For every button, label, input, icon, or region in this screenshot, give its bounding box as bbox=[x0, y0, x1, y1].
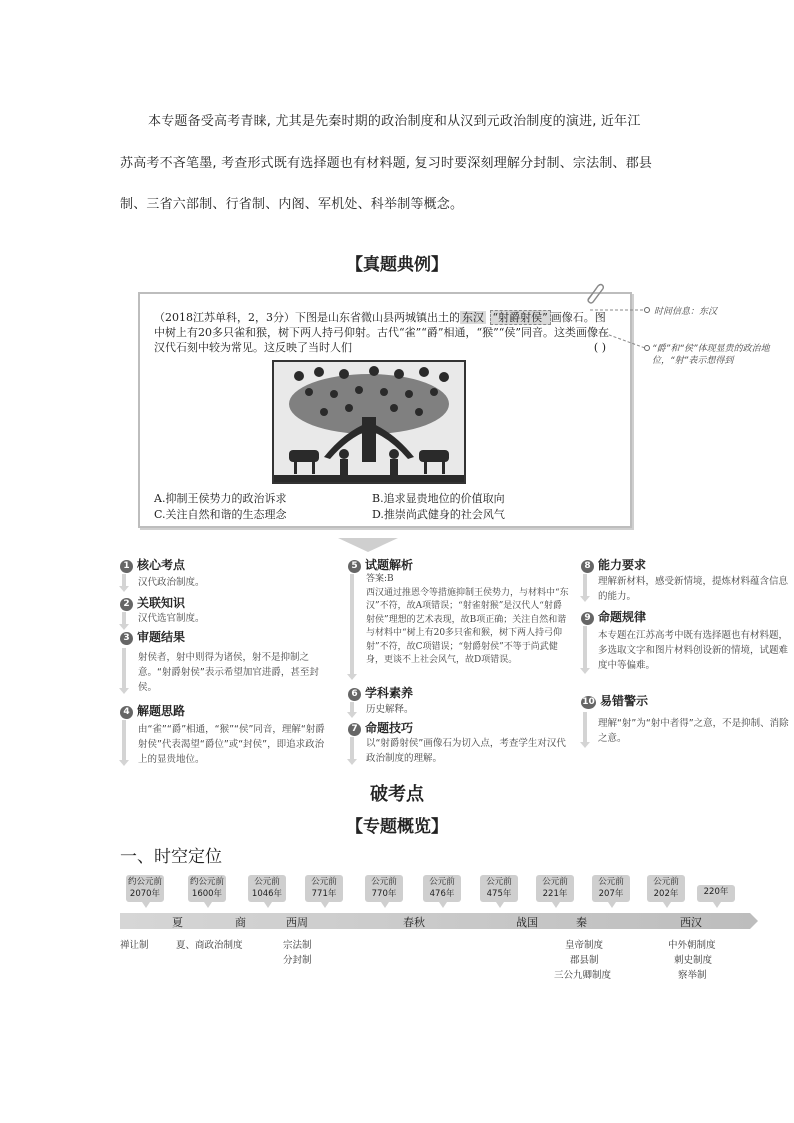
question-part3: 画像石。图中树上有20多只雀和猴，树下两人持弓仰射。古代“雀”“爵”相通，“猴”“侯”同音。这类画像在汉代石刻中较为常见。这反映了当时人们 bbox=[154, 311, 609, 354]
item-5-title: 5 试题解析 bbox=[348, 556, 413, 573]
overview-title: 【专题概览】 bbox=[346, 817, 448, 837]
item-7-bar bbox=[350, 737, 354, 759]
institution-label: 中外朝制度 bbox=[668, 940, 716, 951]
item-6-body: 历史解释。 bbox=[366, 704, 414, 715]
zhenti-title: 【真题典例】 bbox=[346, 255, 448, 275]
institution-label: 郡县制 bbox=[570, 955, 599, 966]
item-9-body: 本专题在江苏高考中既有选择题也有材料题，多选取文字和图片材料创设新的情境，试题难度中等偏难。 bbox=[598, 630, 789, 671]
institution-label: 刺史制度 bbox=[674, 955, 713, 966]
item-8-title: 8 能力要求 bbox=[581, 556, 646, 573]
option-c: C.关注自然和谐的生态理念 bbox=[154, 508, 287, 521]
item-4-bar bbox=[122, 720, 126, 760]
timeline-date: 220年 bbox=[697, 885, 735, 902]
timeline-date: 公元前 1046年 bbox=[248, 875, 286, 902]
option-b: B.追求显贵地位的价值取向 bbox=[372, 492, 505, 505]
section-1-heading: 一、时空定位 bbox=[120, 847, 222, 867]
period-label: 夏 bbox=[172, 916, 183, 929]
institution-label: 三公九卿制度 bbox=[554, 970, 612, 981]
question-card bbox=[138, 292, 632, 528]
timeline-date: 公元前 221年 bbox=[536, 875, 574, 902]
item-3-title: 3 审题结果 bbox=[120, 628, 185, 645]
question-text bbox=[154, 310, 614, 355]
annotation-time: 时间信息：东汉 bbox=[654, 307, 718, 317]
option-a: A.抑制王侯势力的政治诉求 bbox=[154, 492, 287, 505]
period-label: 商 bbox=[235, 916, 246, 929]
item-7-body: 以“射爵射侯”画像石为切入点，考查学生对汉代政治制度的理解。 bbox=[366, 738, 566, 764]
item-10-bar bbox=[583, 712, 587, 742]
intro-line-3: 制、三省六部制、行省制、内阁、军机处、科举制等概念。 bbox=[120, 197, 464, 212]
item-10-body: 理解“射”为“射中者得”之意，不是抑制、消除之意。 bbox=[598, 718, 789, 744]
timeline-date: 约公元前 1600年 bbox=[188, 875, 226, 902]
item-1-bar bbox=[122, 574, 126, 586]
stone-relief-image bbox=[272, 360, 466, 484]
period-label: 春秋 bbox=[403, 916, 425, 929]
item-2-body: 汉代选官制度。 bbox=[138, 613, 205, 624]
answer-bracket: ( ) bbox=[593, 341, 606, 354]
item-3-bar bbox=[122, 648, 126, 688]
annotation-meaning: “爵”和“侯”体现显贵的政治地位，“射”表示想得到 bbox=[652, 344, 770, 366]
institution-label: 察举制 bbox=[678, 970, 707, 981]
timeline-date: 公元前 202年 bbox=[647, 875, 685, 902]
timeline-band bbox=[120, 913, 750, 929]
timeline-date: 公元前 770年 bbox=[365, 875, 403, 902]
period-label: 西周 bbox=[286, 916, 308, 929]
annotation-connectors bbox=[560, 300, 660, 360]
item-5-bar bbox=[350, 574, 354, 674]
item-8-body: 理解新材料，感受新情境，提炼材料蕴含信息的能力。 bbox=[598, 576, 789, 602]
item-8-bar bbox=[583, 574, 587, 596]
question-highlight-dynasty: 东汉 bbox=[462, 311, 484, 324]
question-part1: （2018江苏单科，2，3分）下图是山东省微山县两城镇出土的 bbox=[154, 311, 460, 324]
item-9-title: 9 命题规律 bbox=[581, 608, 646, 625]
institution-label: 皇帝制度 bbox=[565, 940, 604, 951]
institution-label: 宗法制 bbox=[283, 940, 312, 951]
down-arrow-icon bbox=[338, 538, 398, 552]
item-2-bar bbox=[122, 612, 126, 624]
item-5-body: 答案:B 西汉通过推恩令等措施抑制王侯势力，与材料中“东汉”不符，故A项错误；“射雀射猴”是汉代人“射爵射侯”理想的艺术表现，故B项正确；关注自然和谐与材料中“树上有20多只雀和猴，树下两人持弓仰射”不符，故C项错误；“射爵射侯”不等于尚武健身，更谈不上社会风气，故D项错误。 bbox=[366, 574, 569, 665]
timeline-date: 公元前 476年 bbox=[423, 875, 461, 902]
item-6-bar bbox=[350, 702, 354, 712]
timeline-date: 公元前 475年 bbox=[480, 875, 518, 902]
period-label: 西汉 bbox=[680, 916, 702, 929]
timeline-date: 公元前 771年 bbox=[305, 875, 343, 902]
item-10-title: 10 易错警示 bbox=[582, 694, 649, 708]
item-1-body: 汉代政治制度。 bbox=[138, 577, 205, 588]
item-6-title: 6 学科素养 bbox=[348, 684, 413, 701]
timeline-arrow-icon bbox=[750, 913, 758, 929]
timeline-date: 公元前 207年 bbox=[592, 875, 630, 902]
item-9-bar bbox=[583, 626, 587, 668]
institution-label: 禅让制 bbox=[120, 940, 149, 951]
item-3-body: 射侯者，射中则得为诸侯，射不是抑制之意。“射爵射侯”表示希望加官进爵，甚至封侯。 bbox=[138, 652, 319, 693]
question-highlight-title: “射爵射侯” bbox=[490, 310, 551, 325]
option-d: D.推崇尚武健身的社会风气 bbox=[372, 508, 505, 521]
po-kao-dian-title: 破考点 bbox=[370, 784, 424, 805]
item-1-title: 1 核心考点 bbox=[120, 556, 185, 573]
institution-label: 分封制 bbox=[283, 955, 312, 966]
intro-line-1: 本专题备受高考青睐, 尤其是先秦时期的政治制度和从汉到元政治制度的演进, 近年江 bbox=[148, 114, 641, 129]
item-4-body: 由“雀”“爵”相通，“猴”“侯”同音，理解“射爵射侯”代表渴望“爵位”或“封侯”，即追求政治上的显贵地位。 bbox=[138, 724, 325, 765]
item-2-title: 2 关联知识 bbox=[120, 594, 185, 611]
intro-line-2: 苏高考不吝笔墨, 考查形式既有选择题也有材料题, 复习时要深刻理解分封制、宗法制、郡县 bbox=[120, 156, 653, 171]
period-label: 秦 bbox=[576, 916, 587, 929]
item-7-title: 7 命题技巧 bbox=[348, 719, 413, 736]
timeline-date: 约公元前 2070年 bbox=[126, 875, 164, 902]
item-4-title: 4 解题思路 bbox=[120, 702, 185, 719]
institution-label: 夏、商政治制度 bbox=[176, 940, 243, 951]
period-label: 战国 bbox=[516, 916, 538, 929]
